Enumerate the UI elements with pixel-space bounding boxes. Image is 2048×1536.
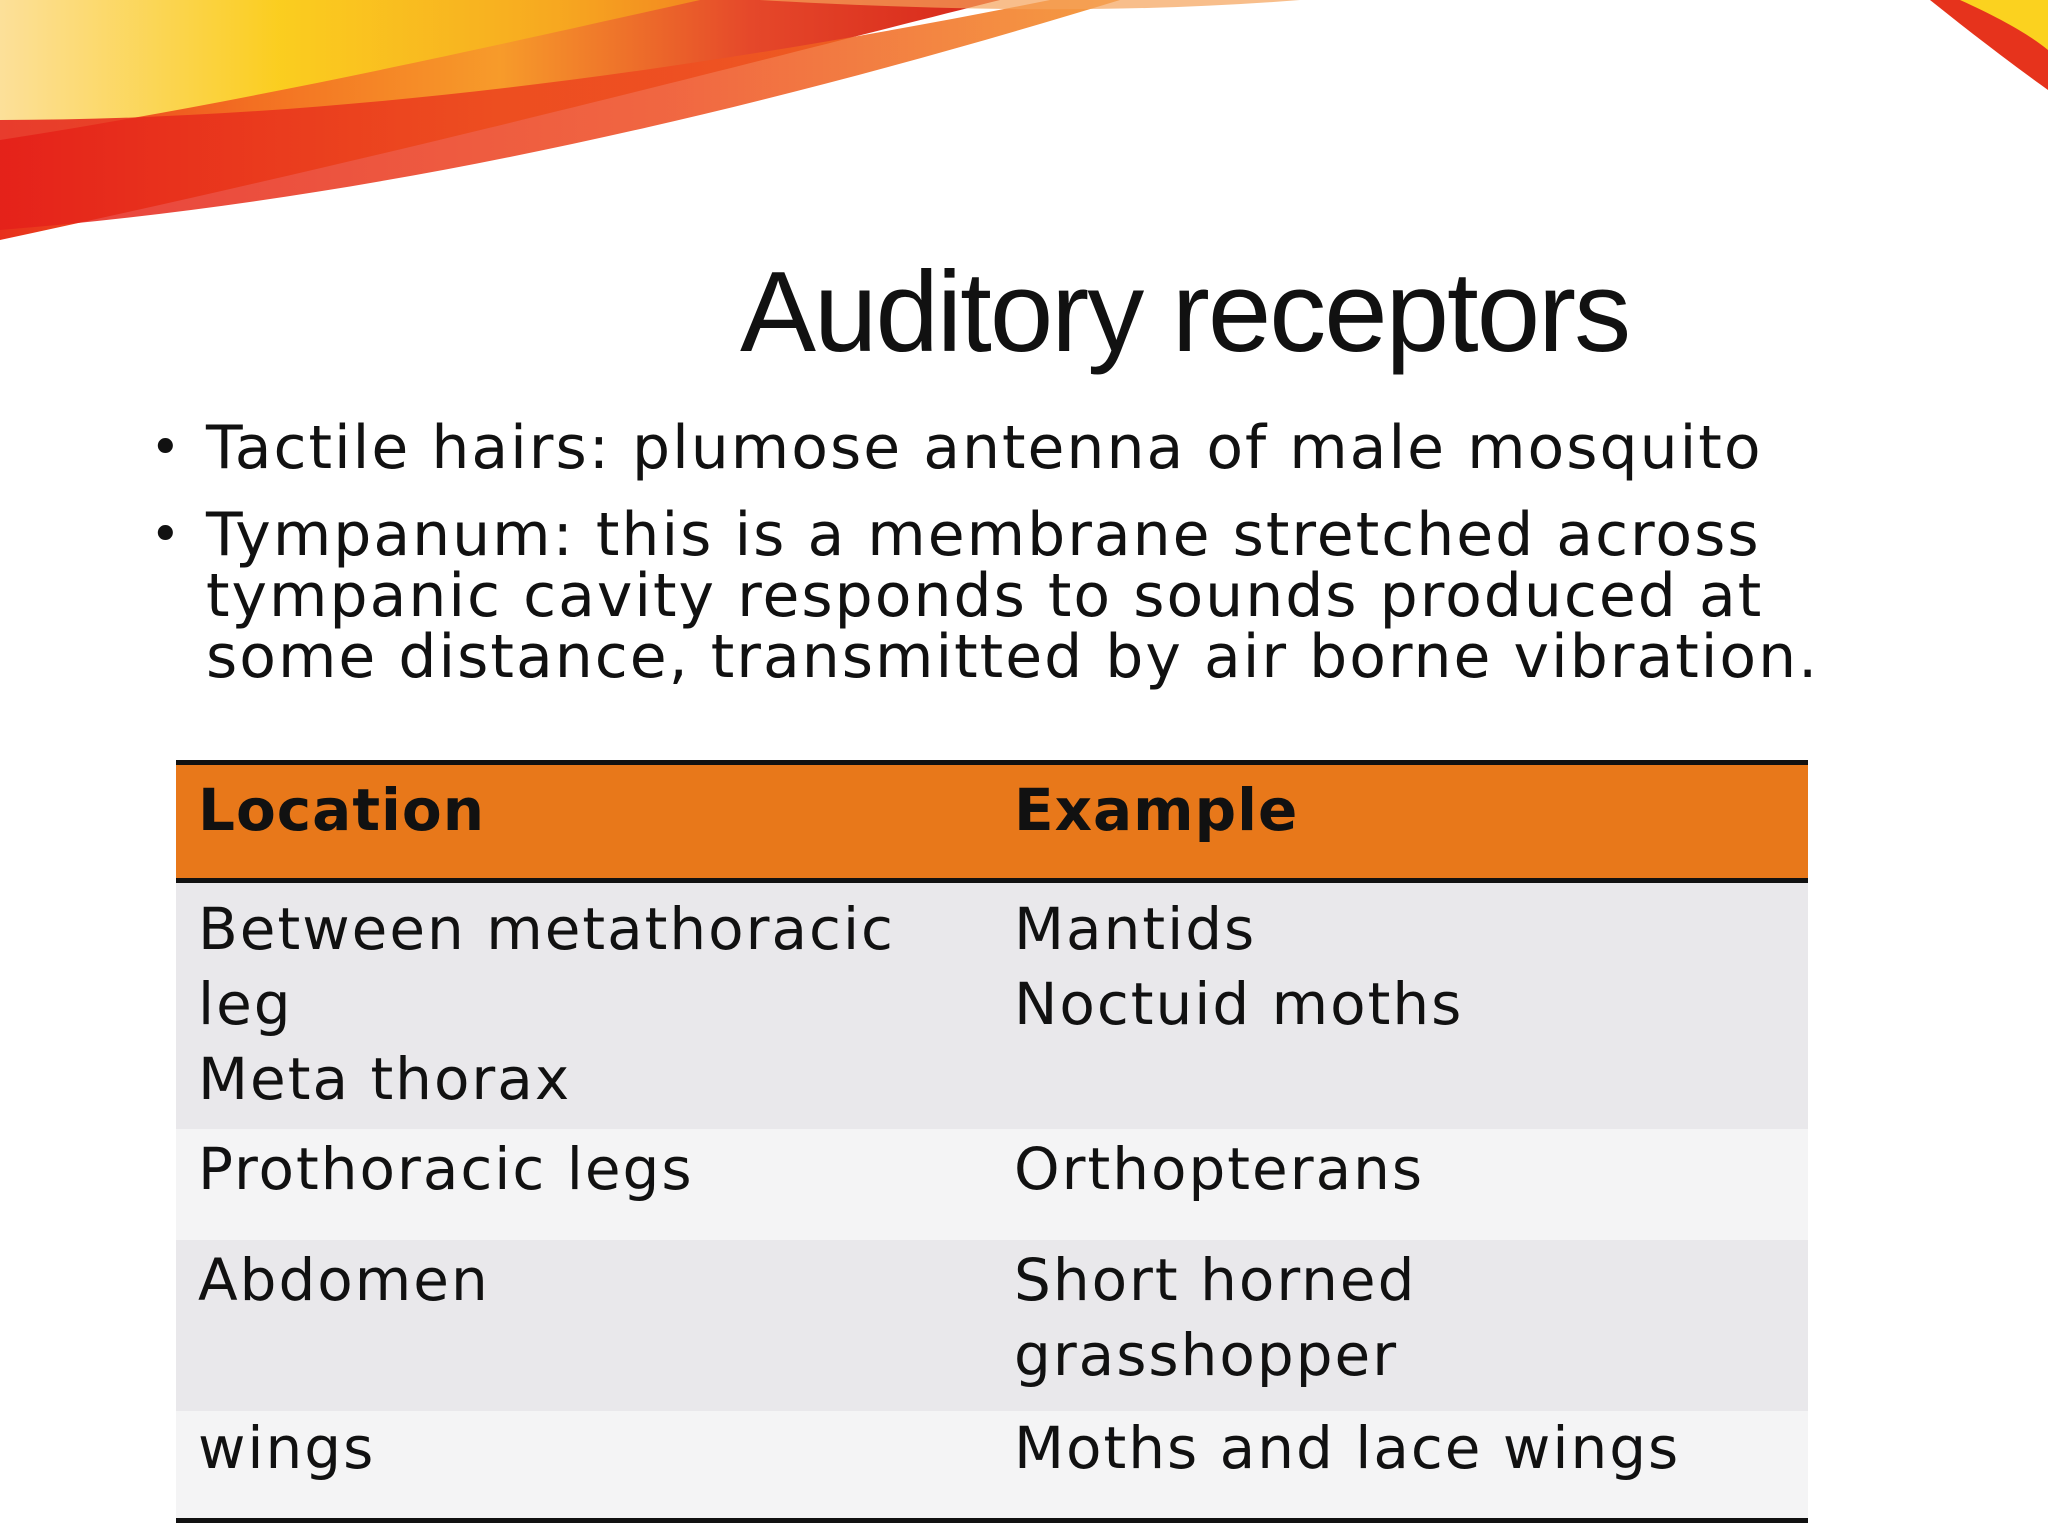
table-row — [176, 1129, 1808, 1240]
example-cell — [992, 883, 1808, 1129]
cell-line: Meta thorax — [198, 1045, 572, 1113]
bullet-marker: • — [150, 505, 183, 565]
bullet-marker: • — [150, 418, 183, 478]
cell-line: Abdomen — [198, 1246, 490, 1314]
location-cell — [176, 1240, 992, 1411]
cell-line: Orthopterans — [1014, 1135, 1425, 1203]
location-cell — [176, 1411, 992, 1518]
cell-line: Prothoracic legs — [198, 1135, 694, 1203]
bullet-list — [150, 413, 1930, 692]
example-cell — [992, 1129, 1808, 1240]
bullet-text: Tactile hairs: plumose antenna of male mosquito — [206, 413, 1763, 483]
cell-line: Noctuid moths — [1014, 970, 1464, 1038]
bullet-item — [150, 413, 1930, 483]
cell-line: wings — [198, 1414, 376, 1482]
cell-line: Between metathoracic — [198, 895, 895, 963]
table-row — [176, 883, 1808, 1129]
table-header-row — [176, 765, 1808, 883]
auditory-receptors-table — [176, 760, 1808, 1523]
example-cell — [992, 1411, 1808, 1518]
cell-line: grasshopper — [1014, 1321, 1399, 1389]
header-example: Example — [1014, 776, 1299, 844]
header-location: Location — [198, 776, 486, 844]
cell-line: Moths and lace wings — [1014, 1414, 1681, 1482]
location-cell — [176, 1129, 992, 1240]
table-row — [176, 1411, 1808, 1518]
cell-line: Short horned — [1014, 1246, 1417, 1314]
bullet-text: Tympanum: this is a membrane stretched across tympanic cavity responds to sounds produced at some distance, transmitted by air borne vibration. — [206, 500, 1820, 692]
bullet-item — [150, 500, 1930, 692]
example-cell — [992, 1240, 1808, 1411]
slide-title: Auditory receptors — [740, 249, 1630, 376]
cell-line: leg — [198, 970, 293, 1038]
cell-line: Mantids — [1014, 895, 1257, 963]
decorative-swoosh — [0, 0, 2048, 260]
table-row — [176, 1240, 1808, 1411]
location-cell — [176, 883, 992, 1129]
